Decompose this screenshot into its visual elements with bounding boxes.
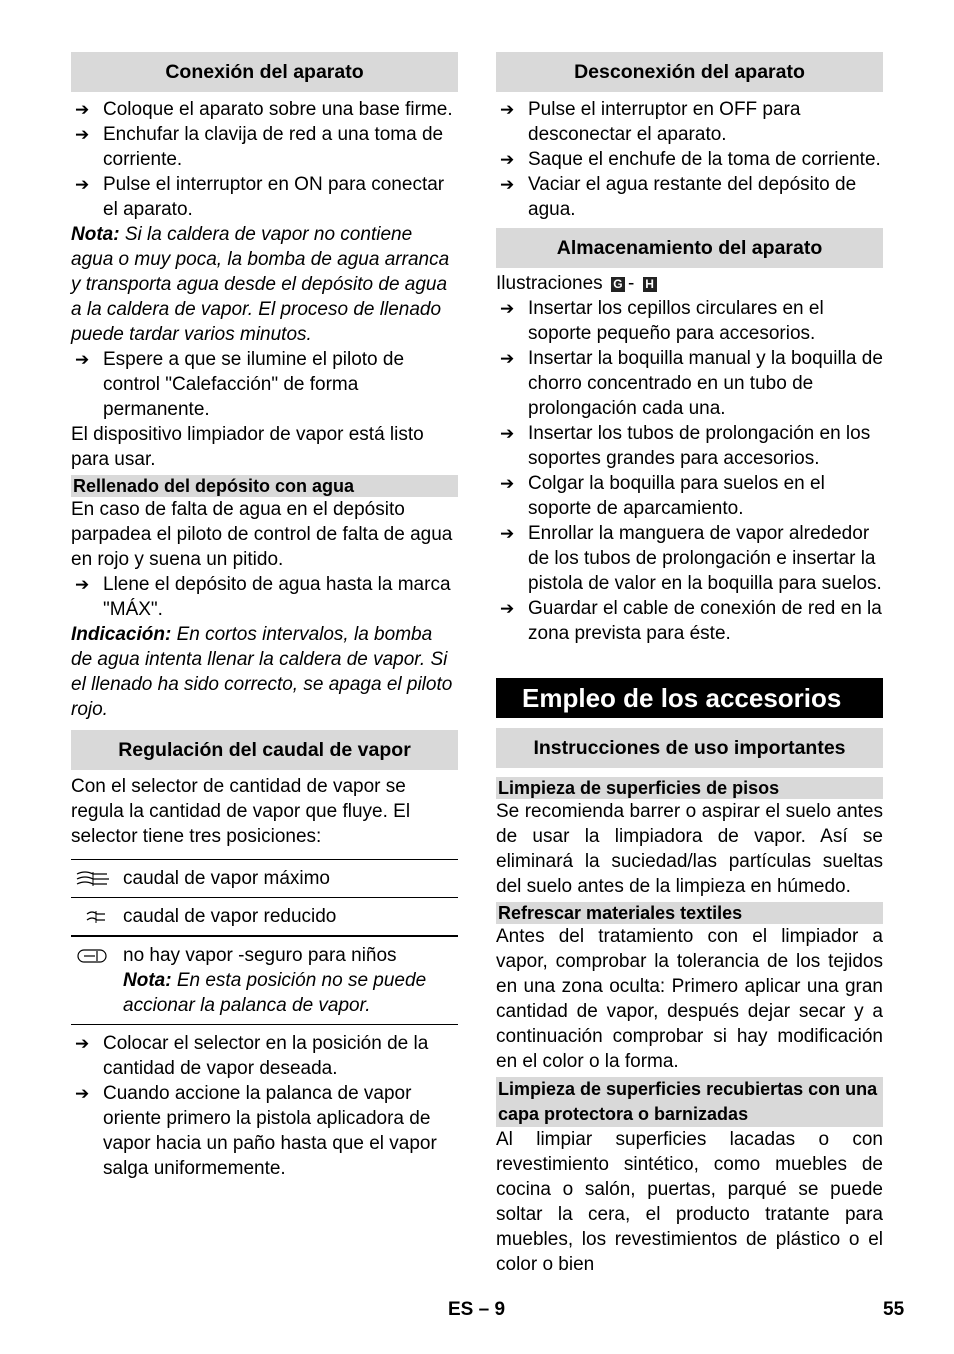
instructions-heading: Instrucciones de uso importantes [496, 728, 883, 768]
arrow-right-icon: ➔ [75, 100, 90, 119]
storage-step: ➔ Insertar los cepillos circulares en el soporte pequeño para accesorios. [500, 298, 824, 344]
child-lock-icon [75, 945, 111, 967]
floors-heading: Limpieza de superficies de pisos [496, 777, 883, 799]
storage-step: ➔ Insertar la boquilla manual y la boquilla de chorro concentrado en un tubo de prolongación cada una. [500, 348, 883, 419]
table-row: caudal de vapor máximo [71, 860, 458, 898]
regulation-step: ➔ Colocar el selector en la posición de la cantidad de vapor deseada. [75, 1033, 429, 1079]
arrow-right-icon: ➔ [75, 350, 90, 369]
connect-note: Nota: Si la caldera de vapor no contiene agua o muy poca, la bomba de agua arranca y transporta agua desde el depósito de agua a la caldera de vapor. El proceso de llenado puede tardar varios minutos. [71, 224, 450, 345]
arrow-right-icon: ➔ [500, 349, 515, 368]
connect-step: ➔ Enchufar la clavija de red a una toma de corriente. [75, 124, 444, 170]
storage-step: ➔ Insertar los tubos de prolongación en los soportes grandes para accesorios. [500, 423, 871, 469]
floors-text: Se recomienda barrer o aspirar el suelo antes de usar la limpiadora de vapor. Así se eliminará la suciedad/las partículas sueltas del suelo antes de la limpieza en húmedo. [496, 801, 883, 897]
storage-step: ➔ Guardar el cable de conexión de red en la zona prevista para éste. [500, 598, 882, 644]
regulation-step: ➔ Cuando accione la palanca de vapor oriente primero la pistola aplicadora de vapor hacia un paño hasta que el vapor salga uniformemente. [75, 1083, 437, 1179]
arrow-right-icon: ➔ [500, 175, 515, 194]
arrow-right-icon: ➔ [500, 100, 515, 119]
steam-max-icon [75, 868, 111, 890]
disconnect-step: ➔ Vaciar el agua restante del depósito de agua. [500, 174, 857, 220]
disconnect-heading: Desconexión del aparato [496, 52, 883, 92]
arrow-right-icon: ➔ [500, 424, 515, 443]
illustration-h-label: H [643, 277, 657, 292]
table-row: no hay vapor -seguro para niños Nota: En esta posición no se puede accionar la palanca de vapor. [71, 937, 458, 1025]
disconnect-step: ➔ Saque el enchufe de la toma de corriente. [500, 149, 881, 170]
arrow-right-icon: ➔ [500, 599, 515, 618]
connect-step: ➔ Coloque el aparato sobre una base firme. [75, 99, 453, 120]
arrow-right-icon: ➔ [500, 524, 515, 543]
arrow-right-icon: ➔ [75, 1034, 90, 1053]
arrow-right-icon: ➔ [75, 175, 90, 194]
textiles-text: Antes del tratamiento con el limpiador a vapor, comprobar la tolerancia de los tejidos en una zona oculta: Primero aplicar una gran cantidad de vapor, después dejar secar y a continuación comprobar si hay modificación en el color o la forma. [496, 926, 883, 1072]
arrow-right-icon: ➔ [500, 474, 515, 493]
disconnect-step: ➔ Pulse el interruptor en OFF para desconectar el aparato. [500, 99, 801, 145]
regulation-text: Con el selector de cantidad de vapor se regula la cantidad de vapor que fluye. El selector tiene tres posiciones: [71, 776, 411, 847]
footer-section: ES – 9 [448, 1299, 506, 1320]
illustrations-ref: Ilustraciones G - H [496, 271, 883, 296]
storage-step: ➔ Enrollar la manguera de vapor alrededor de los tubos de prolongación e insertar la pistola de valor en la boquilla para suelos. [500, 523, 882, 594]
coated-heading: Limpieza de superficies recubiertas con una capa protectora o barnizadas [496, 1077, 883, 1127]
coated-text: Al limpiar superficies lacadas o con revestimiento sintético, como muebles de cocina o salón, puertas, parqué se puede soltar la cera, el producto tratante para muebles, los revestimientos de plástico o el color o bien [496, 1129, 883, 1275]
left-column [71, 52, 458, 1181]
page-number: 55 [883, 1299, 905, 1320]
accessories-title: Empleo de los accesorios [496, 678, 883, 718]
connect-step-wait: ➔ Espere a que se ilumine el piloto de control "Calefacción" de forma permanente. [75, 349, 405, 420]
table-row: caudal de vapor reducido [71, 898, 458, 937]
arrow-right-icon: ➔ [500, 299, 515, 318]
refill-note: Indicación: En cortos intervalos, la bomba de agua intenta llenar la caldera de vapor. Si el llenado ha sido correcto, se apaga el piloto rojo. [71, 624, 453, 720]
ready-text: El dispositivo limpiador de vapor está listo para usar. [71, 424, 424, 470]
refill-step: ➔ Llene el depósito de agua hasta la marca "MÁX". [75, 574, 451, 620]
arrow-right-icon: ➔ [75, 125, 90, 144]
refill-text: En caso de falta de agua en el depósito parpadea el piloto de control de falta de agua en rojo y suena un pitido. [71, 499, 453, 570]
steam-positions-table [71, 859, 458, 1025]
arrow-right-icon: ➔ [75, 1084, 90, 1103]
regulation-heading: Regulación del caudal de vapor [71, 730, 458, 770]
arrow-right-icon: ➔ [75, 575, 90, 594]
connect-heading: Conexión del aparato [71, 52, 458, 92]
storage-heading: Almacenamiento del aparato [496, 228, 883, 268]
illustration-g-label: G [611, 277, 625, 292]
refill-heading: Rellenado del depósito con agua [71, 475, 458, 497]
storage-step: ➔ Colgar la boquilla para suelos en el soporte de aparcamiento. [500, 473, 825, 519]
right-column [496, 52, 883, 1277]
connect-step: ➔ Pulse el interruptor en ON para conectar el aparato. [75, 174, 445, 220]
textiles-heading: Refrescar materiales textiles [496, 902, 883, 924]
arrow-right-icon: ➔ [500, 150, 515, 169]
steam-reduced-icon [75, 906, 111, 928]
